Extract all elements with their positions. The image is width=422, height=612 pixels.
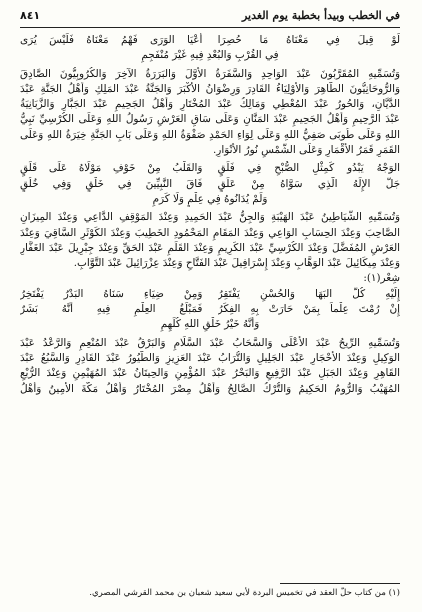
text-line: فِي القُرْبِ وَالبُعْدِ فِيهِ غَيْرَ مُنْفَجِمِ (141, 49, 279, 62)
text-line: الصَّاحِبَ وَعِنْدَ الحِسَابِ الوَاعِي وَعِنْدَ المَقَامِ المَحْمُودِ الخَطِيبَ وَعِنْدَ الكَوْثَرِ السَّاقِيَ وَعِنْدَ (20, 226, 400, 239)
verse-first-hemistich: الوَجْهُ يَبْدُو كَمِثْلِ الصُّبْحِ فِي فَلَقٍ (217, 162, 400, 175)
verse-first-hemistich: جَلَّ الإِلَهُ الَّذِي سَوَّاهُ مِنْ عَلَقٍ (217, 177, 400, 190)
running-header (20, 8, 400, 28)
text-line: العَرْشِ المُفَضَّلَ وَعِنْدَ الكُرْسِيِّ عَبْدَ الكَرِيمِ وَعِنْدَ القَلَمِ عَبْدَ الحَقِّ وَعِنْدَ جِبْرِيلَ عَبْدَ الغَفَّارِ (20, 241, 400, 254)
verse-second-hemistich: وَالقَلْبُ مِنْ خَوْفِ مَوْلَاهُ عَلَى قَلَقٍ (20, 162, 203, 175)
text-line: وَتُسَمِّيهِ الشَّيَاطِينُ عَبْدَ الهَيْبَةِ وَالجِنُّ عَبْدَ الحَمِيدِ وَعِنْدَ المَوْقِفِ الدَّاعِي وَعِنْدَ المِيزَانِ (20, 211, 400, 224)
text-line: اللهِ وَعَلَى طُوبَى صَفِيُّ اللهِ وَعَلَى لِوَاءِ الحَمْدِ صَفْوَةُ اللهِ وَعَلَى بَابِ الجَنَّةِ خِيَرَةُ اللهِ وَعَلَى (20, 128, 400, 141)
poem-verse (20, 287, 400, 302)
page-number: ٨٤١ (20, 9, 41, 22)
text-line: الدَّيَّانِ، وَالحُورُ عَبْدَ المُعْطِي وَمَالِكُ عَبْدَ المُخْتَارِ وَأَهْلُ الجَحِيمِ عَبْدَ الجَبَّارِ وَالزَّبَانِيَةُ (20, 98, 400, 111)
verse-second-hemistich: وَمِنْ ضِيَاءِ سَنَاهُ البَدْرُ يَفْتَخِرُ (20, 287, 203, 300)
verse-first-hemistich: إِلَيْهِ كُلُّ البَهَا وَالحُسْنِ يَفْتَقِرُ (217, 287, 400, 300)
page-body (20, 33, 400, 397)
text-line: وَأَنَّهُ خَيْرُ خَلْقِ اللهِ كُلِّهِمِ (160, 318, 260, 331)
running-title: في الخطب وبيدأ بخطبة يوم الغدير (241, 9, 400, 22)
text-line: القَاهِرِ وَعِنْدَ الجَبَلِ عَبْدَ الرَّفِيعِ وَالبَحْرُ عَبْدَ المُؤْمِنِ وَالحِيتَانُ عَبْدَ المُهَيْمِنِ وَعِنْدَ الرُّبْعِ (20, 367, 400, 380)
text-line: وَالرُّوحَانِيُّونَ الطَّاهِرَ وَالأَوْلِيَاءُ القَادِرَ وَرِضْوَانُ الأَكْبَرَ وَالجَنَّةُ عَبْدَ المَلِكِ وَأَهْلُ الجَنَّةِ عَبْدَ (20, 82, 400, 95)
footnote-rule (280, 583, 400, 584)
poem-verse (20, 177, 400, 192)
poem-verse (20, 161, 400, 176)
poem-verse (20, 33, 400, 48)
text-line: وَتُسَمِّيهِ الرِّيحُ عَبْدَ الأَعْلَى وَالسَّحَابُ عَبْدَ السَّلَامِ وَالبَرْقُ عَبْدَ المُنْعِمِ وَالرَّعْدُ عَبْدَ (20, 336, 400, 349)
verse-second-hemistich: فَمَبْلَغُ العِلْمِ فِيهِ أَنَّهُ بَشَرٌ (20, 303, 203, 316)
text-line: الوَكِيلِ وَعِنْدَ الأَحْجَارِ عَبْدَ الجَلِيلِ وَالتُّرَابُ عَبْدَ العَزِيزِ وَالطُّيُورُ عَبْدَ القَادِرِ وَالسَّبُعُ عَبْدَ (20, 351, 400, 364)
text-line: عَبْدَ الرَّحِيمِ وَأَهْلُ الجَحِيمِ عَبْدَ المَنَّانِ وَعَلَى سَاقِ العَرْشِ رَسُولُ اللهِ وَعَلَى الكُرْسِيِّ نَبِيُّ (20, 113, 400, 126)
verse-second-hemistich: فَاقَ النَّبِيِّينَ فِي خَلْقٍ وَفِي خُلُقٍ (20, 177, 203, 190)
text-line: المُهَيْبُ وَالرُّومُ الحَكِيمُ وَالتُّرْكُ الصَّالِحُ وَأَهْلُ مِصْرَ المُخْتَارُ وَأَهْلُ مَكَّةَ الأَمِينُ وَأَهْلُ (20, 382, 400, 395)
poem-verse (20, 302, 400, 317)
text-line: القَمَرِ قَمَرُ الأَقْمَارِ وَعَلَى الشَّمْسِ نُورُ الأَنْوَارِ. (213, 144, 400, 157)
text-line: وَتُسَمِّيهِ المُقَرَّبُونَ عَبْدَ الوَاحِدِ وَالسَّفَرَةُ الأَوَّلَ وَالبَرَرَةُ الآخِرَ وَالكُرُوبِيُّونَ الصَّادِقَ (20, 67, 400, 80)
footnote: (١) من كتاب حلّ العقد في تخميس البردة لأبي سعيد شعبان بن محمد القرشي المصري. (89, 588, 400, 598)
verse-first-hemistich: إِنْ رُمْتَ عِلْماً بِمَنْ حَارَتْ بِهِ الفِكَرُ (217, 303, 400, 316)
verse-second-hemistich: أَعْيَا الوَرَى فَهْمُ مَعْنَاهُ فَلَيْسَ يُرَى (20, 34, 203, 46)
text-line: وَعِنْدَ مِيكَائِيلَ عَبْدَ الوَهَّابِ وَعِنْدَ إِسْرَافِيلَ عَبْدَ الفَتَّاحِ وَعِنْدَ عِزْرَائِيلَ عَبْدَ التَّوَّابِ. (73, 257, 400, 270)
verse-first-hemistich: لَوْ قِيلَ فِي مَعْنَاهُ مَا حُصِرَا (217, 34, 400, 46)
text-line: شِعْر(١): (363, 272, 400, 285)
text-line: وَلَمْ يُدَانُوهُ فِي عِلْمٍ وَلَا كَرَمِ (152, 192, 268, 205)
